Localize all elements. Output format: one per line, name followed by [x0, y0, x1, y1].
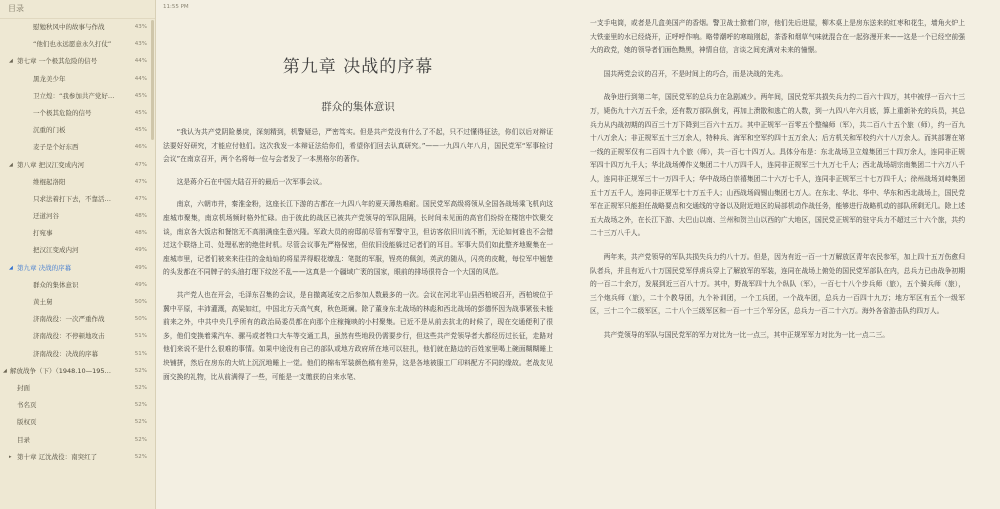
toc-item-progress: 51%	[134, 333, 147, 340]
chevron-down-icon[interactable]: ◢	[9, 58, 13, 65]
toc-item-label: 书名页	[17, 401, 37, 410]
toc-item[interactable]	[0, 449, 155, 466]
toc-item-label: 黄土舅	[33, 298, 53, 306]
chevron-down-icon[interactable]: ◢	[9, 161, 13, 168]
reader-page-left	[163, 14, 553, 509]
toc-item-label: 沉重的门板	[33, 126, 66, 135]
toc-item-progress: 44%	[134, 75, 147, 82]
toc-item-progress: 46%	[134, 144, 147, 151]
paragraph: 南京，六朝市井，秦淮金粉，这座长江下游的古都在一九四八年的夏天薄热难耐。国民党军高级将领从全国各战场乘飞机向这座城市聚集，南京机场频时格外忙碌。由于彼此的战区已被共产党领导的军队阻隔，长时间未见面的高官们纷纷在楼馆中饮聚交谈，南京各大饭店和餐馆无不高朋满座生意兴隆。军政大员的府邸前尽管有军警守卫，但访客依旧川流不断，无论如何谁也不会错过这个联络上司、处理私密的绝佳时机。尽管会议事先严格保密，但依旧没能躲过记者们的耳目。军事大员们如此整齐地聚集在一座城市里，记者们被来来往往的金灿灿的将星弄得眼花缭乱：笔挺的军服，锃亮的佩剑，英武的随从，闪亮的皮靴，每位军中翘楚的头发都在不同牌子的头油打理下纹丝不乱——这真是一个疆域广袤的国家，眼前的排场很符合一个大国的风范。	[163, 200, 553, 277]
toc-item-label: 迂道河谷	[33, 212, 59, 221]
paragraph: 一支手电筒，或者是几盒美国产的香烟。警卫战士掀着门帘，他们先后进屋，柳木桌上是房东送来的红枣和花生，墙角火炉上大铁壶里的水已经烧开，正呼呼作响。略带潮呼的寒暄刚起，茶香和烟草气味就混合在一起弥漫开来——这是一个已经空前强大的政党，她的领导者们面色黝黑，神情自信，言谈之间充满对未来的憧憬。	[590, 19, 965, 55]
toc-item-label: 群众的集体意识	[33, 280, 79, 289]
toc-item-progress: 45%	[134, 92, 147, 99]
toc-item-progress: 48%	[134, 230, 147, 237]
toc-item[interactable]	[0, 242, 155, 259]
toc-item-progress: 49%	[134, 264, 147, 271]
toc-item[interactable]	[0, 363, 155, 380]
toc-item-progress: 47%	[134, 161, 147, 168]
chevron-down-icon[interactable]: ◢	[9, 264, 13, 271]
toc-item-label: 版权页	[17, 418, 37, 427]
toc-item[interactable]	[0, 328, 155, 345]
toc-item-progress: 50%	[134, 316, 147, 323]
toc-item-label: 麦子是个好东西	[33, 143, 79, 152]
toc-item[interactable]	[0, 208, 155, 225]
toc-item[interactable]	[0, 277, 155, 294]
toc-item[interactable]	[0, 88, 155, 105]
toc-item-label: 第九章 决战的序幕	[17, 263, 72, 272]
toc-header: 目录	[0, 0, 155, 19]
toc-item-progress: 47%	[134, 178, 147, 185]
toc-item[interactable]	[0, 346, 155, 363]
paragraph: 共产党人也在开会，毛泽东召集的会议，是自撤离延安之后参加人数最多的一次。会议在河北平山县西柏坡召开，西柏坡位于冀中平原，丰沛灌溉，高粱如红，中国北方天高气爽，秋色斑斓。除了董身东北战场的林彪和西北战场的彭德怀因为战事紧张未能前来之外，中共中央几乎所有的政治局委员都在向那个庄稼掩映的小村聚集。已近不是从前去抗北的时候了，现在交通便利了很多，他们变换着乘汽车、骡马或者牲口大车等交通工具，虽然有些地段仍需要步行，但这些共产党领导者大都经历过长征，走路对他们来说不是什么很难的事情。如果中途没有自己的部队或地方政府所在地可以驻扎，他们就在路边的百姓家里喝上碗面糊糊睡上块铺拼，然后在房东的大炕上沉沉地睡上一觉。他们的棉布军装颜色稿有差异，这是各地被服工厂印料配方不同的缘故。老战友见面交换的礼物，比从前满得了一些，可能是一支缴获的自来水笔、	[163, 290, 553, 381]
toc-item[interactable]	[0, 105, 155, 122]
toc-item-progress: 47%	[134, 195, 147, 202]
toc-item-progress: 52%	[134, 402, 147, 409]
toc-item-progress: 48%	[134, 213, 147, 220]
toc-item-progress: 51%	[134, 350, 147, 357]
toc-item-label: 慰勉秋风中的故事与作战	[33, 23, 105, 31]
toc-item-progress: 45%	[134, 109, 147, 116]
toc-item[interactable]	[0, 414, 155, 431]
toc-item-progress: 50%	[134, 299, 147, 305]
toc-item-progress: 52%	[134, 453, 147, 460]
toc-item[interactable]	[0, 397, 155, 414]
toc-item-progress: 43%	[134, 41, 147, 48]
toc-item-progress: 43%	[134, 24, 147, 30]
toc-item[interactable]	[0, 53, 155, 70]
toc-item-label: 一个极其危险的信号	[33, 108, 92, 117]
toc-item[interactable]	[0, 122, 155, 139]
chevron-right-icon[interactable]: ▸	[9, 453, 12, 460]
toc-item-label: 打宛事	[33, 229, 53, 238]
toc-item-label: 济南战役：一次严重作战	[33, 315, 105, 324]
paragraph: 国共两党会议的召开，不是时间上的巧合，而是决战的先兆。	[603, 69, 788, 78]
toc-item-label: 封面	[17, 383, 30, 392]
toc-item-label: 济南战役：决战的序幕	[33, 349, 98, 358]
chapter-title: 第九章 决战的序幕	[282, 57, 434, 77]
toc-item-progress: 45%	[134, 127, 147, 134]
toc-item-label: “他们也永远愿意永久打仗”	[33, 40, 112, 49]
toc-item-label: 把汉江变成内河	[33, 246, 79, 255]
toc-item-progress: 52%	[134, 367, 147, 374]
toc-item[interactable]	[0, 432, 155, 449]
toc-item-progress: 49%	[134, 281, 147, 288]
toc-item[interactable]	[0, 71, 155, 88]
paragraph: 两年来，共产党领导的军队共损失兵力约八十万。但是，因为有近一百一十万解放区青年农民参军，加上四十五万伤愈归队者兵，并且有近八十万国民党军俘虏兵穿上了解放军的军装，连同在战场上俯处的国民党军部队在内，总兵力已由战争初期的一百二十余万，发展到近三百八十万。其中，野战军四十九个纵队（军），一百七十八个步兵师（旅），五个骑兵师（旅），三个炮兵师（旅），二十个教导团，九个补训团，一个工兵团，一个战车团，总兵力一百四十九万；地方军区有五个一级军区，三十二个二级军区，二十八个三级军区和一百一十三个军分区，总兵力一百二十六万。海外各省游击队约四万人。	[590, 252, 965, 316]
toc-item[interactable]	[0, 36, 155, 53]
reader-page-right	[590, 14, 965, 509]
toc-item-label: 维棍起洛阳	[33, 177, 66, 186]
toc-list	[0, 19, 155, 466]
section-title: 群众的集体意识	[321, 101, 395, 113]
toc-item-progress: 52%	[134, 384, 147, 391]
toc-item-label: 第十章 辽沈战役：南突红了	[17, 452, 98, 461]
toc-item-progress: 52%	[134, 436, 147, 443]
toc-item-progress: 49%	[134, 247, 147, 254]
toc-item[interactable]	[0, 174, 155, 191]
toc-item[interactable]	[0, 380, 155, 397]
paragraph: 共产党领导的军队与国民党军的军力对比为一比一点三，其中正规军军力对比为一比一点二三。	[603, 330, 890, 339]
clock-time: 11:55 PM	[163, 4, 189, 10]
toc-item[interactable]	[0, 19, 155, 36]
toc-item-label: 黑龙美少年	[33, 74, 66, 83]
toc-item-label: 目录	[17, 435, 30, 444]
paragraph: 战争进行到第二年，国民党军的总兵力在急剧减少。两年间，国民党军共损失兵力约二百六十四万，其中被俘一百六十三万，毙伤九十六万五千余，还有数万部队倒戈，再加上溃散和逃亡的人数，到一九四八年六月底，算上重新补充的兵员，其总兵力从内战初期的四百三十万下降到三百六十五万。其中正规军一百零五个整编师（军），共二百八十五个旅（师），约一百九十八万余人；非正规军五十三万余人，特种兵、海军和空军约四十五万余人；后方机关和军校约六十八万余人。而其部署在第一线的正规军仅有二百四十九个旅（师），共一百七十四万人。具体分布是：东北战场卫立煌集团三十四万余人，连同非正规军四十四万九千人；华北战场傅作义集团二十八万四千人，连同非正规军三十九万七千人；西北战场胡宗南集团二十六万八千人，连同非正规军三十一万四千人；华中战场白崇禧集团二十六万七千人，连同非正规军三十七万四千人；徐州战场刘峙集团五十万五千人，连同非正规军七十万五千人；山西战场阎锡山集团七万人。在东北、华北、华中、华东和西北战场上，国民党军在正规军只能担任战略要点和交通线的守备以及附近地区的局部机动作战任务，能够进行战略机动的部队所剩无几。除上述五大战场之外，在长江下游、大巴山以南、兰州和贺兰山以西的广大地区，国民党正规军的驻守兵力不超过三十六个旅，共约二十三万八千人。	[590, 93, 965, 238]
toc-item[interactable]	[0, 157, 155, 174]
paragraph: “我认为共产党阴险暴戾，深刻精到，机警疑忌，严密笃实。但是共产党没有什么了不起，只不过懂得征法，你们以后对辩证法要好好研究，才能应付他们。这次我发一本辩证法给你们，希望你们回去认真研究。”——一九四八年八月，国民党军“军事检讨会议”在南京召开，两个名将每一位与会者发了一本黑格尔的著作。	[163, 128, 553, 164]
toc-item-label: 卫立煌：“我参加共产党好…	[33, 91, 115, 100]
toc-item-progress: 44%	[134, 58, 147, 65]
toc-item-progress: 52%	[134, 419, 147, 426]
toc-item-label: 只求法着打下去，不靠活…	[33, 194, 111, 203]
toc-item[interactable]	[0, 191, 155, 208]
toc-item[interactable]	[0, 225, 155, 242]
toc-item[interactable]	[0, 260, 155, 277]
chevron-down-icon[interactable]: ◢	[3, 367, 7, 374]
toc-item-label: 第八章 把汉江变成内河	[17, 160, 85, 169]
toc-item[interactable]	[0, 311, 155, 328]
toc-item[interactable]	[0, 139, 155, 156]
toc-item[interactable]	[0, 294, 155, 311]
toc-item-label: 第七章 一个极其危险的信号	[17, 57, 98, 66]
toc-item-label: 解放战争（下）（1948.10—195…	[10, 366, 112, 375]
toc-item-label: 济南战役：不停顿地攻击	[33, 332, 105, 341]
paragraph: 这是蒋介石在中国大陆召开的最后一次军事会议。	[176, 177, 327, 186]
toc-sidebar	[0, 0, 156, 509]
